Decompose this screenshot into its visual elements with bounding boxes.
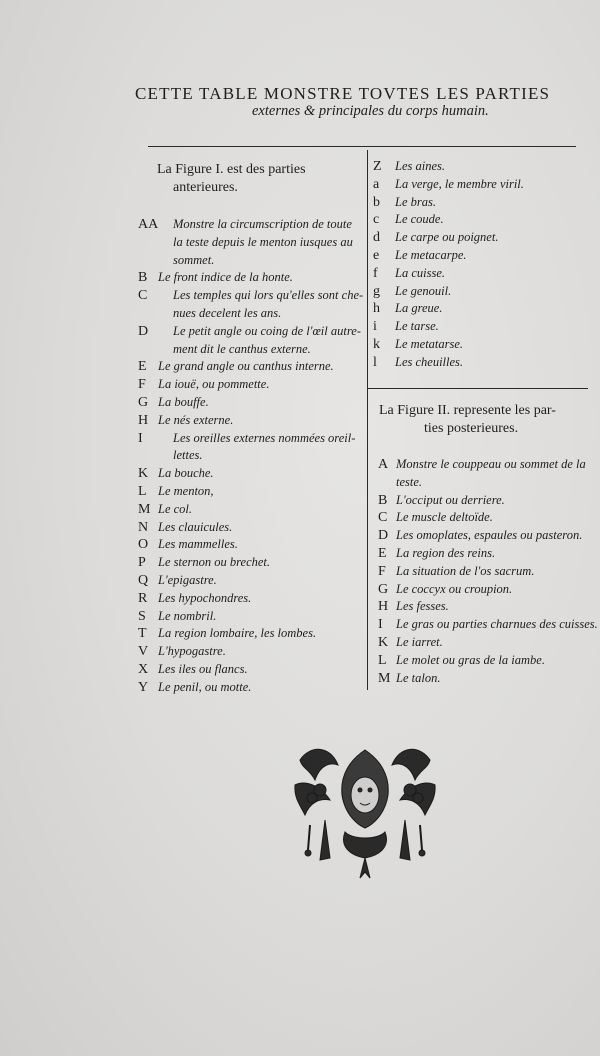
figure1-legend-item <box>373 300 593 318</box>
figure1-legend-item-text: L'epigastre. <box>158 572 217 587</box>
figure2-legend-item <box>378 670 598 688</box>
figure1-legend-item-text: Le bras. <box>395 194 436 209</box>
figure1-legend-item-key: l <box>373 354 377 370</box>
figure1-legend-item-text: Le genouil. <box>395 283 452 298</box>
figure1-heading <box>157 161 306 197</box>
page-title: CETTE TABLE MONSTRE TOVTES LES PARTIES <box>135 84 551 103</box>
figure1-legend-item <box>138 323 363 359</box>
figure1-legend-item-key: f <box>373 265 378 281</box>
figure1-legend-item-key: a <box>373 176 380 192</box>
figure1-legend-item-text: La verge, le membre viril. <box>395 176 524 191</box>
figure1-legend-item <box>138 269 363 287</box>
figure1-legend-item-text: Les cheuilles. <box>395 354 464 369</box>
figure1-legend-item-text: Les clauicules. <box>158 519 233 534</box>
figure2-legend-item-key: C <box>378 510 388 526</box>
figure1-legend-item-text: Le nés externe. <box>158 412 234 427</box>
figure1-legend-item-key: S <box>138 608 146 624</box>
figure1-legend-item-text: Le menton, <box>158 483 214 498</box>
figure1-legend-item-key: T <box>138 626 147 642</box>
figure1-legend-item-key: H <box>138 412 149 428</box>
figure2-legend-item-key: D <box>378 528 389 544</box>
figure1-legend-item <box>138 519 363 537</box>
figure1-legend-item-text: La bouffe. <box>158 394 209 409</box>
figure1-legend-item <box>138 661 363 679</box>
figure2-legend-item-key: H <box>378 599 389 615</box>
figure1-legend-item-key: Q <box>138 572 149 588</box>
figure1-legend-item-key: d <box>373 230 380 246</box>
figure1-legend-item-key: F <box>138 377 146 393</box>
figure2-legend-item-text: La region des reins. <box>396 545 496 560</box>
figure1-legend-item-key: N <box>138 519 149 535</box>
figure1-legend-item-key: C <box>138 288 148 304</box>
figure1-legend-item <box>138 625 363 643</box>
figure1-legend-item-key: G <box>138 394 149 410</box>
figure1-legend-item-key: K <box>138 466 149 482</box>
figure2-legend-item-key: B <box>378 492 388 508</box>
figure1-legend-item-text: La greue. <box>395 301 443 316</box>
figure1-legend-item-text: Les oreilles externes nommées oreil- <box>173 430 356 445</box>
figure1-legend-item-key: B <box>138 270 148 286</box>
figure1-legend-list <box>138 216 363 697</box>
figure1-legend-item <box>138 536 363 554</box>
figure2-legend-item-key: L <box>378 652 387 668</box>
figure2-legend-item <box>378 598 598 616</box>
figure1-legend-item-text: Le metatarse. <box>395 336 464 351</box>
figure1-legend-item <box>138 465 363 483</box>
figure1-legend-item-key: O <box>138 537 149 553</box>
figure2-legend-item <box>378 634 598 652</box>
figure1-legend-item-key: h <box>373 301 380 317</box>
figure1-legend-item-text: Le penil, ou motte. <box>158 679 252 694</box>
figure1-legend-item-text: lettes. <box>173 448 203 463</box>
figure1-legend-item-key: b <box>373 194 380 210</box>
figure2-legend-item-text: Le iarret. <box>396 634 443 649</box>
figure2-legend-item <box>378 527 598 545</box>
figure1-legend-item-key: e <box>373 247 380 263</box>
figure1-legend-item-text: Les mammelles. <box>158 537 238 552</box>
figure2-legend-item <box>378 616 598 634</box>
figure1-legend-item-key: i <box>373 319 377 335</box>
figure1-legend-item-key: k <box>373 336 380 352</box>
figure1-legend-item-text: Le col. <box>158 501 193 516</box>
figure2-legend-item-text: Le muscle deltoïde. <box>396 510 493 525</box>
figure1-legend-item-text: La iouë, ou pommette. <box>158 377 270 392</box>
figure2-legend-item <box>378 509 598 527</box>
figure1-legend-item-text: Monstre la circumscription de toute <box>173 217 352 231</box>
figure1-legend-item-key: V <box>138 644 149 660</box>
figure2-legend-item <box>378 563 598 581</box>
figure1-legend-item-text: Les hypochondres. <box>158 590 252 605</box>
figure1-legend-item <box>138 643 363 661</box>
figure1-legend-item <box>138 216 363 269</box>
figure2-legend-item <box>378 545 598 563</box>
figure2-legend-item <box>378 581 598 599</box>
figure1-legend-item <box>138 394 363 412</box>
figure1-legend-item <box>373 229 593 247</box>
figure2-legend-item-text: Le gras ou parties charnues des cuisses. <box>396 617 598 632</box>
figure1-legend-item-key: P <box>138 555 146 571</box>
column-divider <box>367 150 368 690</box>
page-subtitle: externes & principales du corps humain. <box>252 103 489 119</box>
figure1-legend-item <box>138 376 363 394</box>
figure1-legend-item <box>373 336 593 354</box>
figure1-legend-item-text: La cuisse. <box>395 265 445 280</box>
figure2-legend-item <box>378 492 598 510</box>
figure1-legend-item-key: I <box>138 430 143 446</box>
figure2-legend-item-text: La situation de l'os sacrum. <box>396 563 535 578</box>
figure2-legend-item-key: M <box>378 670 391 686</box>
figure2-legend-item-key: K <box>378 634 389 650</box>
figure1-legend-item <box>138 679 363 697</box>
figure1-legend-item <box>138 590 363 608</box>
figure2-legend-item-text: Le talon. <box>396 670 441 685</box>
figure2-legend-item-key: A <box>378 457 389 472</box>
figure1-legend-item <box>138 572 363 590</box>
figure1-legend-item-text: Les iles ou flancs. <box>158 661 248 676</box>
figure1-legend-item-text: Le front indice de la honte. <box>158 270 293 285</box>
figure1-legend-item <box>373 211 593 229</box>
figure1-legend-item-text: La bouche. <box>158 466 214 481</box>
figure1-legend-item <box>373 247 593 265</box>
figure1-legend-item <box>138 554 363 572</box>
figure1-legend-item <box>373 176 593 194</box>
figure1-legend-item-key: E <box>138 359 147 375</box>
figure1-legend-item <box>373 354 593 372</box>
figure1-legend-item-text: Le sternon ou brechet. <box>158 555 271 570</box>
figure1-legend-item-key: c <box>373 212 380 228</box>
figure1-legend-item <box>373 194 593 212</box>
figure1-legend-item-text: L'hypogastre. <box>158 644 226 659</box>
figure1-legend-item <box>138 358 363 376</box>
figure1-legend-item-text: nues decelent les ans. <box>173 305 282 320</box>
figure1-legend-item-key: g <box>373 283 380 299</box>
figure2-legend-item <box>378 652 598 670</box>
figure2-legend-list <box>378 456 598 687</box>
figure1-legend-item-text: Le carpe ou poignet. <box>395 230 499 245</box>
figure2-legend-item-text: L'occiput ou derriere. <box>396 492 505 507</box>
figure1-legend-item <box>138 412 363 430</box>
figure2-legend-item-key: I <box>378 617 383 633</box>
figure2-legend-item-text: Le molet ou gras de la iambe. <box>396 652 545 667</box>
figure1-legend-item-text: ment dit le canthus externe. <box>173 341 311 356</box>
figure2-legend-item-text: Le coccyx ou croupion. <box>396 581 513 596</box>
figure1-heading-line1: La Figure I. est des parties <box>157 162 306 177</box>
figure1-legend-item-key: X <box>138 661 149 677</box>
figure2-legend-item-key: E <box>378 545 387 561</box>
figure1-legend-item-key: M <box>138 501 151 517</box>
figure1-heading-line2: anterieures. <box>173 180 238 195</box>
woodcut-ornament-icon <box>290 740 440 880</box>
figure1-legend-item <box>138 483 363 501</box>
figure1-legend-item <box>138 430 363 466</box>
figure2-heading-line1: La Figure II. represente les par- <box>379 403 556 418</box>
figure1-legend-item-text: Le petit angle ou coing de l'œil autre- <box>173 323 361 338</box>
figure1-legend-item-text: La region lombaire, les lombes. <box>158 626 317 641</box>
figure1-legend-item-text: Le metacarpe. <box>395 247 467 262</box>
figure1-legend-item <box>138 287 363 323</box>
figure2-legend-item-key: G <box>378 581 389 597</box>
figure1-legend-continued <box>373 158 593 372</box>
figure1-legend-item-text: Le nombril. <box>158 608 217 623</box>
section-divider <box>368 388 588 389</box>
figure1-legend-item <box>138 608 363 626</box>
top-rule <box>148 146 576 147</box>
figure1-legend-item-text: Le grand angle ou canthus interne. <box>158 359 334 374</box>
figure1-legend-item-key: R <box>138 590 148 606</box>
figure1-legend-item <box>373 318 593 336</box>
figure2-legend-item-text: Les omoplates, espaules ou pasteron. <box>396 528 583 543</box>
figure1-legend-item-text: Les aines. <box>395 159 445 173</box>
figure1-legend-item-key: L <box>138 483 147 499</box>
figure2-legend-item-key: F <box>378 563 386 579</box>
figure1-legend-item-text: Le coude. <box>395 212 444 227</box>
figure2-legend-item <box>378 456 598 492</box>
figure1-legend-item-text: la teste depuis le menton iusques au <box>173 234 353 249</box>
figure1-legend-item-text: Les temples qui lors qu'elles sont che- <box>173 288 364 303</box>
figure1-legend-item <box>138 501 363 519</box>
figure2-legend-item-text: Les fesses. <box>396 599 449 614</box>
figure2-heading <box>379 402 556 438</box>
figure1-legend-item-text: Le tarse. <box>395 319 439 334</box>
figure1-legend-item-key: D <box>138 323 149 339</box>
figure1-legend-item-key: Z <box>373 159 382 174</box>
figure2-heading-line2: ties posterieures. <box>424 421 519 436</box>
figure2-legend-item-text: Monstre le couppeau ou sommet de la <box>396 457 586 471</box>
figure1-legend-item-text: sommet. <box>173 252 215 267</box>
figure1-legend-item <box>373 265 593 283</box>
figure1-legend-item-key: Y <box>138 679 149 695</box>
figure1-legend-item-key: AA <box>138 217 159 232</box>
figure1-legend-item <box>373 283 593 301</box>
figure1-legend-item <box>373 158 593 176</box>
figure2-legend-item-text: teste. <box>396 474 423 489</box>
